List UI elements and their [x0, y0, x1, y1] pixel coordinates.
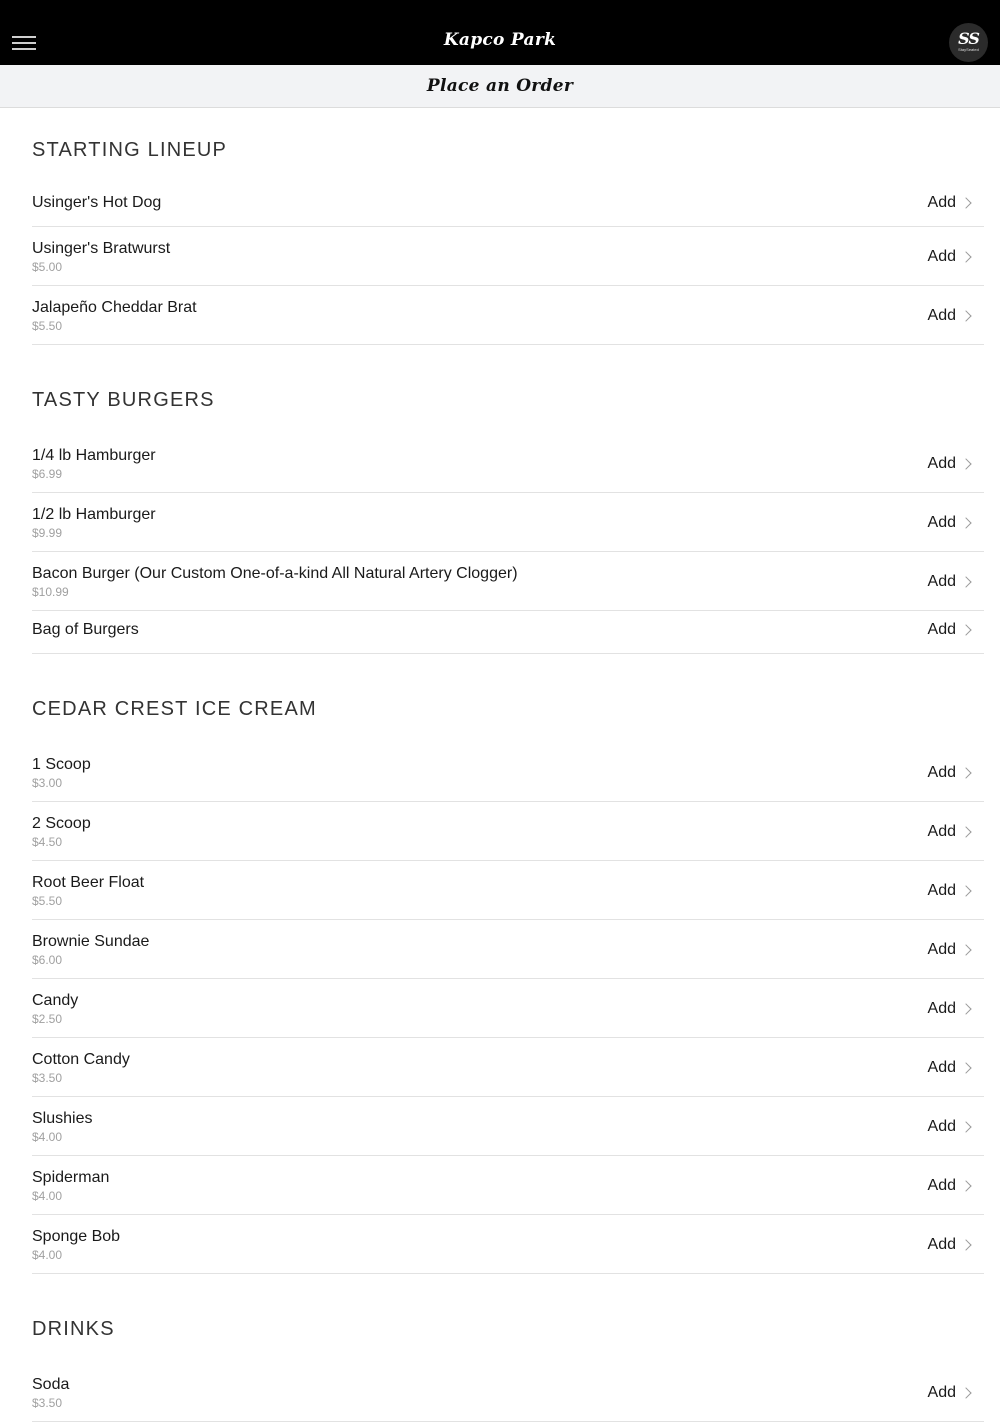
add-button[interactable]	[928, 1058, 972, 1078]
item-name: 1/4 lb Hamburger	[32, 447, 156, 464]
item-name: Cotton Candy	[32, 1051, 130, 1068]
menu-section	[32, 1274, 984, 1422]
section-title: TASTY BURGERS	[32, 389, 215, 411]
section-title: CEDAR CREST ICE CREAM	[32, 698, 317, 720]
item-price: $10.99	[32, 585, 69, 599]
menu-section	[32, 108, 984, 345]
item-name: Root Beer Float	[32, 874, 145, 891]
add-label: Add	[927, 1059, 956, 1076]
add-label: Add	[927, 823, 956, 840]
add-label: Add	[927, 573, 956, 590]
menu-item-row[interactable]	[32, 743, 984, 802]
chevron-right-icon	[960, 517, 971, 528]
add-label: Add	[927, 307, 956, 324]
section-title: STARTING LINEUP	[32, 139, 228, 161]
chevron-right-icon	[960, 1062, 971, 1073]
add-button[interactable]	[928, 306, 972, 326]
chevron-right-icon	[960, 944, 971, 955]
page-header	[0, 65, 1000, 108]
menu-item-row[interactable]	[32, 1097, 984, 1156]
menu-section	[32, 654, 984, 1274]
add-button[interactable]	[928, 620, 972, 640]
item-name: 1/2 lb Hamburger	[32, 506, 156, 523]
item-name: Sponge Bob	[32, 1228, 121, 1245]
add-button[interactable]	[928, 513, 972, 533]
menu-item-row[interactable]	[32, 611, 984, 654]
add-label: Add	[927, 194, 956, 211]
add-button[interactable]	[928, 1383, 972, 1403]
chevron-right-icon	[960, 767, 971, 778]
add-button[interactable]	[928, 881, 972, 901]
item-price: $4.00	[32, 1189, 63, 1203]
menu-item-row[interactable]	[32, 1215, 984, 1274]
chevron-right-icon	[960, 1121, 971, 1132]
item-name: Brownie Sundae	[32, 933, 150, 950]
add-label: Add	[927, 1236, 956, 1253]
add-label: Add	[927, 941, 956, 958]
add-label: Add	[927, 882, 956, 899]
item-name: 1 Scoop	[32, 756, 91, 773]
menu-item-row[interactable]	[32, 552, 984, 611]
add-label: Add	[927, 764, 956, 781]
venue-title: Kapco Park	[443, 30, 557, 50]
add-label: Add	[927, 621, 956, 638]
section-title: DRINKS	[32, 1318, 115, 1340]
add-button[interactable]	[928, 454, 972, 474]
add-button[interactable]	[928, 822, 972, 842]
add-button[interactable]	[928, 193, 972, 213]
add-label: Add	[927, 1384, 956, 1401]
item-name: 2 Scoop	[32, 815, 91, 832]
chevron-right-icon	[960, 1003, 971, 1014]
menu-item-row[interactable]	[32, 286, 984, 345]
add-label: Add	[927, 248, 956, 265]
chevron-right-icon	[960, 624, 971, 635]
menu-item-row[interactable]	[32, 979, 984, 1038]
item-price: $4.50	[32, 835, 63, 849]
add-button[interactable]	[928, 1176, 972, 1196]
item-price: $3.00	[32, 776, 63, 790]
add-button[interactable]	[928, 763, 972, 783]
item-price: $6.99	[32, 467, 63, 481]
item-name: Usinger's Hot Dog	[32, 194, 162, 211]
item-price: $5.00	[32, 260, 63, 274]
add-button[interactable]	[928, 1117, 972, 1137]
menu-item-row[interactable]	[32, 1038, 984, 1097]
add-button[interactable]	[928, 940, 972, 960]
add-button[interactable]	[928, 247, 972, 267]
menu-item-row[interactable]	[32, 920, 984, 979]
item-price: $4.00	[32, 1248, 63, 1262]
menu-item-row[interactable]	[32, 434, 984, 493]
chevron-right-icon	[960, 197, 971, 208]
menu-item-row[interactable]	[32, 802, 984, 861]
top-bar	[0, 0, 1000, 65]
item-price: $4.00	[32, 1130, 63, 1144]
item-price: $6.00	[32, 953, 63, 967]
menu-item-row[interactable]	[32, 493, 984, 552]
item-price: $2.50	[32, 1012, 63, 1026]
add-label: Add	[927, 1118, 956, 1135]
chevron-right-icon	[960, 885, 971, 896]
chevron-right-icon	[960, 1387, 971, 1398]
add-label: Add	[927, 1000, 956, 1017]
item-price: $9.99	[32, 526, 63, 540]
item-price: $3.50	[32, 1071, 63, 1085]
item-name: Bag of Burgers	[32, 621, 139, 638]
chevron-right-icon	[960, 458, 971, 469]
menu-item-row[interactable]	[32, 1363, 984, 1422]
menu-item-row[interactable]	[32, 1156, 984, 1215]
item-price: $5.50	[32, 319, 63, 333]
add-label: Add	[927, 514, 956, 531]
chevron-right-icon	[960, 576, 971, 587]
item-name: Spiderman	[32, 1169, 110, 1186]
add-label: Add	[927, 1177, 956, 1194]
chevron-right-icon	[960, 1239, 971, 1250]
item-name: Soda	[32, 1376, 70, 1393]
chevron-right-icon	[960, 251, 971, 262]
item-price: $3.50	[32, 1396, 63, 1410]
add-button[interactable]	[928, 999, 972, 1019]
menu-list	[32, 108, 984, 1422]
logo-subtext: StaySeated	[958, 47, 979, 52]
item-price: $5.50	[32, 894, 63, 908]
add-label: Add	[927, 455, 956, 472]
menu-item-row[interactable]	[32, 227, 984, 286]
item-name: Usinger's Bratwurst	[32, 240, 171, 257]
menu-item-row[interactable]	[32, 184, 984, 227]
logo-mark: SS	[958, 29, 979, 48]
logo-avatar[interactable]	[949, 23, 988, 62]
chevron-right-icon	[960, 826, 971, 837]
add-button[interactable]	[928, 572, 972, 592]
menu-item-row[interactable]	[32, 861, 984, 920]
item-name: Slushies	[32, 1110, 93, 1127]
add-button[interactable]	[928, 1235, 972, 1255]
chevron-right-icon	[960, 1180, 971, 1191]
page-title: Place an Order	[426, 76, 574, 96]
item-name: Candy	[32, 992, 79, 1009]
chevron-right-icon	[960, 310, 971, 321]
item-name: Jalapeño Cheddar Brat	[32, 299, 197, 316]
item-name: Bacon Burger (Our Custom One-of-a-kind All Natural Artery Clogger)	[32, 565, 518, 582]
menu-section	[32, 345, 984, 654]
